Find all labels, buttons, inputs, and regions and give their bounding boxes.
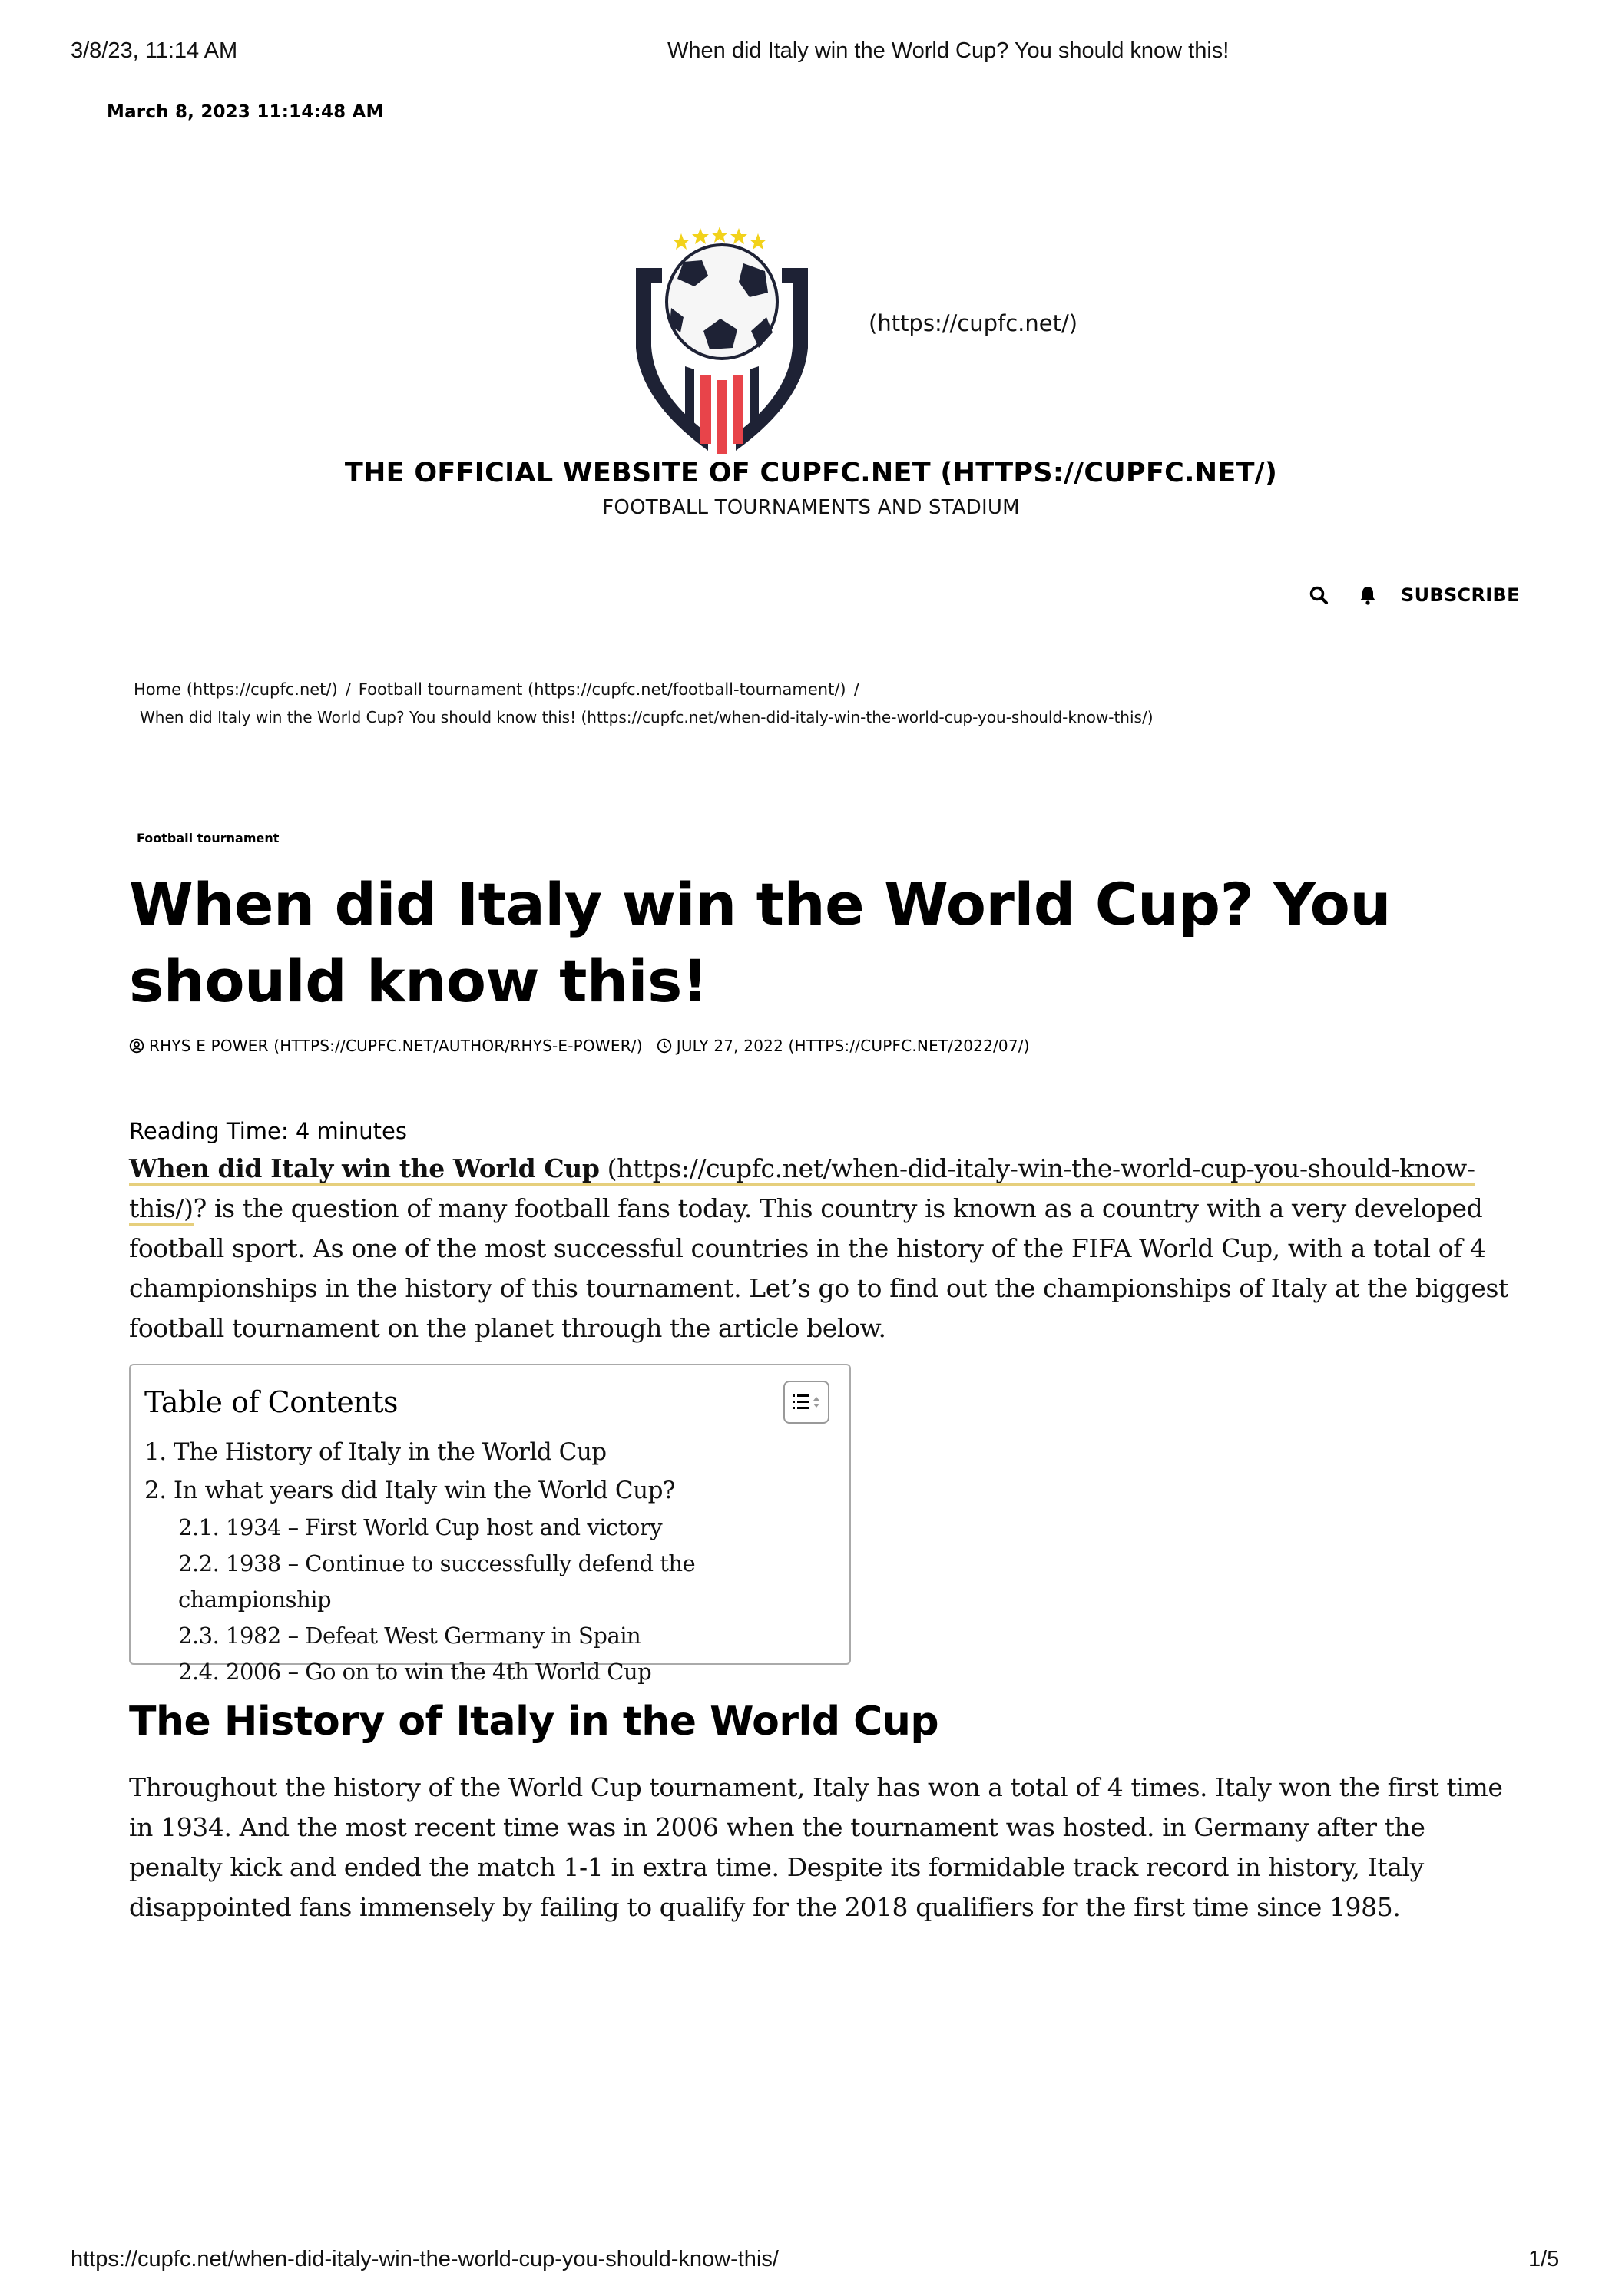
- author-link[interactable]: RHYS E POWER (HTTPS://CUPFC.NET/AUTHOR/RHYS-E-POWER/): [149, 1037, 643, 1055]
- reading-time: Reading Time: 4 minutes: [129, 1118, 407, 1144]
- print-page-title: When did Italy win the World Cup? You should know this!: [667, 38, 1230, 63]
- notifications-button[interactable]: [1355, 582, 1381, 608]
- toc-item: [144, 1471, 836, 1510]
- intro-link-bold: When did Italy win the World Cup: [129, 1153, 600, 1183]
- toc-subitem: [144, 1654, 836, 1690]
- section-paragraph: Throughout the history of the World Cup tournament, Italy has won a total of 4 times. Italy won the first time in 1934. And the most recent time was in 2006 when the tournament was hosted. in Germany after the penalty kick and ended the match 1-1 in extra time. Despite its formidable track record in history, Italy disappointed fans immensely by failing to qualify for the 2018 qualifiers for the first time since 1985.: [129, 1772, 1503, 1922]
- intro-paragraph: [129, 1149, 1511, 1348]
- site-logo[interactable]: [622, 217, 822, 455]
- toc-link[interactable]: 2.4. 2006 – Go on to win the 4th World Cup: [178, 1659, 652, 1685]
- breadcrumb-current[interactable]: When did Italy win the World Cup? You should know this! (https://cupfc.net/when-did-italy-win-the-world-cup-you-should-know-this/): [140, 708, 1154, 726]
- print-date: 3/8/23, 11:14 AM: [71, 38, 238, 63]
- date-link[interactable]: JULY 27, 2022 (HTTPS://CUPFC.NET/2022/07/): [676, 1037, 1030, 1055]
- breadcrumb-home[interactable]: Home (https://cupfc.net/): [134, 680, 338, 699]
- intro-link-url: (https://cupfc.net/when-did-italy-win-the-world-cup-you-should-know-this/): [129, 1153, 1475, 1223]
- page-number: 1/5: [1528, 2247, 1560, 2271]
- toc-link[interactable]: 2. In what years did Italy win the World Cup?: [144, 1477, 676, 1504]
- search-button[interactable]: [1306, 582, 1332, 608]
- toc-link[interactable]: 2.2. 1938 – Continue to successfully defend the championship: [178, 1550, 696, 1613]
- post-title: When did Italy win the World Cup? You should know this!: [129, 870, 1391, 1015]
- bell-icon: [1359, 585, 1377, 605]
- print-footer-url: https://cupfc.net/when-did-italy-win-the-world-cup-you-should-know-this/: [71, 2247, 779, 2271]
- site-title[interactable]: THE OFFICIAL WEBSITE OF CUPFC.NET (HTTPS://CUPFC.NET/): [344, 458, 1278, 488]
- category-tag[interactable]: Football tournament: [137, 831, 280, 845]
- list-toggle-icon: [789, 1392, 823, 1412]
- breadcrumb-category[interactable]: Football tournament (https://cupfc.net/football-tournament/): [358, 680, 846, 699]
- post-meta: [129, 1037, 1030, 1055]
- logo-link-text[interactable]: (https://cupfc.net/): [869, 310, 1078, 336]
- breadcrumb-separator: /: [853, 680, 859, 699]
- toc-link[interactable]: 2.3. 1982 – Defeat West Germany in Spain: [178, 1623, 641, 1649]
- toc-subitem: [144, 1546, 836, 1618]
- toc-toggle-button[interactable]: [783, 1381, 829, 1424]
- site-tagline: FOOTBALL TOURNAMENTS AND STADIUM: [602, 496, 1020, 519]
- capture-timestamp: March 8, 2023 11:14:48 AM: [107, 102, 384, 122]
- intro-text: ? is the question of many football fans today. This country is known as a country with a very developed football sport. As one of the most successful countries in the history of the FIFA World Cup, with a total of 4 championships in the history of this tournament. Let’s go to find out the championships of Italy at the biggest football tournament on the planet through the article below.: [129, 1193, 1508, 1343]
- toc-link[interactable]: 1. The History of Italy in the World Cup: [144, 1438, 607, 1466]
- header-actions: [1306, 582, 1520, 608]
- toc-list: [144, 1433, 836, 1690]
- toc-title: Table of Contents: [144, 1385, 399, 1419]
- toc-item: [144, 1433, 836, 1471]
- soccer-ball-shield-logo-icon: [622, 217, 822, 455]
- search-icon: [1309, 585, 1329, 605]
- toc-link[interactable]: 2.1. 1934 – First World Cup host and victory: [178, 1514, 663, 1540]
- toc-subitem: [144, 1618, 836, 1654]
- breadcrumb-separator: /: [345, 680, 351, 699]
- subscribe-button[interactable]: SUBSCRIBE: [1401, 584, 1520, 606]
- user-icon: [129, 1038, 144, 1054]
- clock-icon: [657, 1038, 672, 1054]
- toc-subitem: [144, 1510, 836, 1546]
- breadcrumb: [134, 676, 1362, 731]
- table-of-contents: [129, 1364, 851, 1685]
- section-heading: The History of Italy in the World Cup: [129, 1699, 939, 1745]
